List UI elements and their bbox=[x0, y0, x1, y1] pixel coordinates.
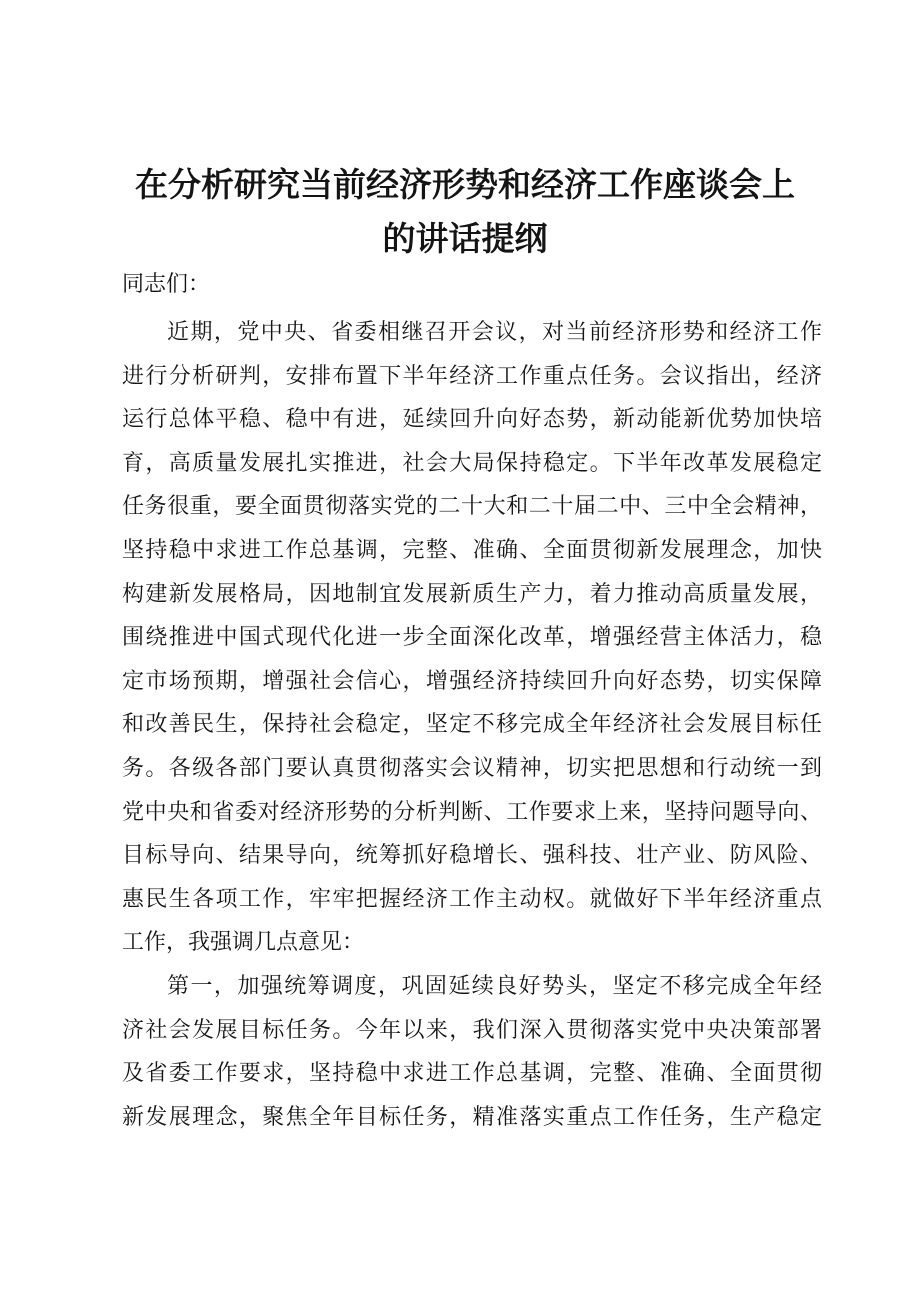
paragraph-1-line: 育，高质量发展扎实推进，社会大局保持稳定。下半年改革发展稳定 bbox=[122, 450, 822, 476]
paragraph-1-line: 构建新发展格局，因地制宜发展新质生产力，着力推动高质量发展， bbox=[122, 581, 822, 607]
paragraph-1-line: 定市场预期，增强社会信心，增强经济持续回升向好态势，切实保障 bbox=[122, 668, 822, 694]
paragraph-1-line: 坚持稳中求进工作总基调，完整、准确、全面贯彻新发展理念，加快 bbox=[122, 537, 822, 563]
paragraph-1-line: 和改善民生，保持社会稳定，坚定不移完成全年经济社会发展目标任 bbox=[122, 712, 822, 738]
paragraph-1-line: 工作，我强调几点意见： bbox=[122, 930, 365, 956]
paragraph-1-line: 党中央和省委对经济形势的分析判断、工作要求上来，坚持问题导向、 bbox=[122, 799, 822, 825]
paragraph-2-line: 第一，加强统筹调度，巩固延续良好势头，坚定不移完成全年经 bbox=[167, 973, 822, 999]
title-line: 的讲话提纲 bbox=[382, 219, 548, 258]
salutation: 同志们： bbox=[122, 272, 211, 297]
document-body bbox=[122, 311, 822, 1139]
document-title bbox=[120, 158, 810, 266]
paragraph-2-line: 新发展理念，聚焦全年目标任务，精准落实重点工作任务，生产稳定 bbox=[122, 1104, 822, 1130]
paragraph-1-line: 围绕推进中国式现代化进一步全面深化改革，增强经营主体活力，稳 bbox=[122, 625, 822, 651]
paragraph-2-line: 济社会发展目标任务。今年以来，我们深入贯彻落实党中央决策部署 bbox=[122, 1017, 822, 1043]
paragraph-1-line: 近期，党中央、省委相继召开会议，对当前经济形势和经济工作 bbox=[167, 320, 822, 345]
paragraph-1-line: 进行分析研判，安排布置下半年经济工作重点任务。会议指出，经济 bbox=[122, 363, 822, 389]
paragraph-1-line: 运行总体平稳、稳中有进，延续回升向好态势，新动能新优势加快培 bbox=[122, 407, 822, 433]
title-line: 在分析研究当前经济形势和经济工作座谈会上 bbox=[135, 165, 795, 204]
paragraph-1-line: 目标导向、结果导向，统筹抓好稳增长、强科技、壮产业、防风险、 bbox=[122, 843, 822, 869]
paragraph-1-line: 任务很重，要全面贯彻落实党的二十大和二十届二中、三中全会精神， bbox=[122, 494, 822, 520]
paragraph-1-line: 务。各级各部门要认真贯彻落实会议精神，切实把思想和行动统一到 bbox=[122, 755, 822, 781]
paragraph-2-line: 及省委工作要求，坚持稳中求进工作总基调，完整、准确、全面贯彻 bbox=[122, 1061, 822, 1087]
paragraph-1-line: 惠民生各项工作，牢牢把握经济工作主动权。就做好下半年经济重点 bbox=[122, 886, 822, 912]
